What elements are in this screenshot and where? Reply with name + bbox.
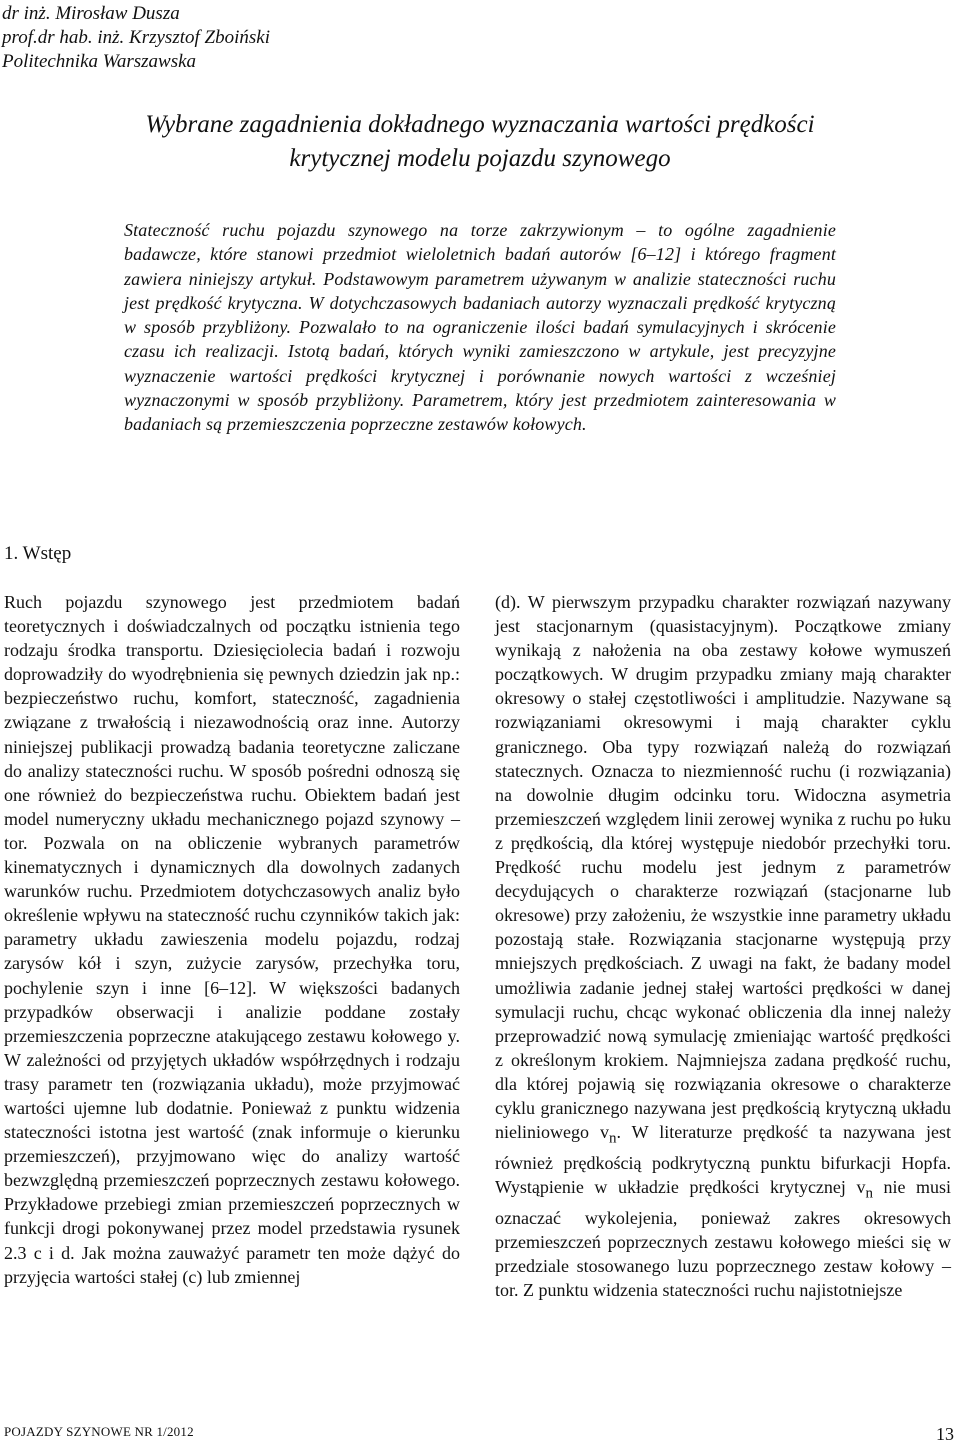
subscript-n-1: n xyxy=(608,1130,617,1147)
page-number: 13 xyxy=(936,1424,954,1444)
left-column-text: Ruch pojazdu szynowego jest przedmiotem badań teoretycznych i doświadczalnych od początku istnienia tego rodzaju środka transportu. Dziesięciolecia badań i rozwoju doprowadziły do wyodrębnienia się pewnych dziedzin jak np.: bezpieczeństwo ruchu, komfort, stateczność, zagadnienia związane z trwałością i niezawodnością oraz inne. Autorzy niniejszej publikacji prowadzą badania teoretyczne zaliczane do analizy stateczności ruchu. W sposób pośredni odnoszą się one również do bezpieczeństwa ruchu. Obiektem badań jest model numeryczny układu mechanicznego pojazd szynowy – tor. Pozwala on na obliczenie wybranych parametrów kinematycznych i dynamicznych dla dowolnych zadanych warunków ruchu. Przedmiotem dotychczasowych analiz było określenie wpływu na stateczność ruchu czynników takich jak: parametry układu zawieszenia modelu pojazdu, rodzaj zarysów kół i szyn, zużycie zarysów, przechyłka toru, pochylenie szyn i inne [6–12]. W większości badanych przypadków obserwacji i analizie poddane zostały przemieszczenia poprzeczne atakującego zestawu kołowego y. W zależności od przyjętych układów współrzędnych i rodzaju trasy parametr ten (rozwiązania układu), może przyjmować wartości ujemne lub dodatnie. Ponieważ z punktu widzenia stateczności istotna jest wartość (znak informuje o kierunku przemieszczeń), przyjmowano więc do analizy wartość bezwzględną przemieszczeń poprzecznych zestawu kołowego. Przykładowe przebiegi zmian przemieszczeń poprzecznych w funkcji drogi pokonywanej przez model przedstawia rysunek 2.3 c i d. Jak można zauważyć parametr ten może dążyć do przyjęcia wartości stałej (c) lub zmiennej xyxy=(4,592,460,1287)
journal-footer: POJAZDY SZYNOWE NR 1/2012 xyxy=(4,1424,194,1439)
right-text-part-3: nie musi oznaczać wykolejenia, ponieważ zakres okresowych przemieszczeń poprzecznych zestawu kołowego mieści się w przedziale stosowanego luzu poprzecznego zestaw kołowy – tor. Z punktu widzenia stateczności ruchu najistotniejsze xyxy=(495,1176,952,1300)
right-column-text xyxy=(495,590,951,1302)
abstract: Stateczność ruchu pojazdu szynowego na torze zakrzywionym – to ogólne zagadnienie badawcze, które stanowi przedmiot wieloletnich badań autorów [6–12] i którego fragment zawiera niniejszy artykuł. Podstawowym parametrem używanym w analizie stateczności ruchu jest prędkość krytyczna. W dotychczasowych badaniach autorzy wyznaczali prędkość krytyczną w sposób przybliżony. Pozwalało to na ograniczenie ilości badań symulacyjnych i skrócenie czasu ich realizacji. Istotą badań, których wyniki zamieszczono w artykule, jest precyzyjne wyznaczenie wartości prędkości krytycznej i porównanie nowych wartości z wcześniej wyznaczonymi w sposób przybliżony. Parametrem, który jest przedmiotem zainteresowania w badaniach są przemieszczenia poprzeczne zestawów kołowych. xyxy=(124,220,836,435)
subscript-n-2: n xyxy=(865,1185,873,1202)
affiliation: Politechnika Warszawska xyxy=(2,51,197,72)
right-text-part-2: . W literaturze prędkość ta nazywana jest również prędkością podkrytyczną punktu bifurkacji Hopfa. Wystąpienie w układzie prędkości krytycznej v xyxy=(495,1122,951,1197)
author-1: dr inż. Mirosław Dusza xyxy=(2,3,180,24)
paper-title: Wybrane zagadnienia dokładnego wyznaczania wartości prędkości krytycznej modelu pojazdu szynowego xyxy=(145,111,815,172)
section-heading: 1. Wstęp xyxy=(4,543,72,564)
right-text-part-1: (d). W pierwszym przypadku charakter rozwiązań nazywany jest stacjonarnym (quasistacyjnym). Początkowe zmiany wynikają z nałożenia na oba zestawy kołowe wymuszeń początkowych. W drugim przypadku zmiany mają charakter okresowy o stałej częstotliwości i amplitudzie. Nazywane są rozwiązaniami okresowymi i mają charakter cyklu granicznego. Oba typy rozwiązań należą do rozwiązań statecznych. Oznacza to niezmienność ruchu (i rozwiązania) na dowolnie długim odcinku toru. Widoczna asymetria przemieszczeń względem linii zerowej wynika z ruchu po łuku z prędkością, dla której występuje niedobór przechyłki toru. Prędkość ruchu modelu jest jednym z parametrów decydujących o charakterze rozwiązań (stacjonarne lub okresowe) przy założeniu, że wszystkie inne parametry układu pozostają stałe. Rozwiązania stacjonarne występują przy mniejszych prędkościach. Z uwagi na fakt, że badany model umożliwia zadanie jednej stałej wartości prędkości w danej symulacji ruchu, chcąc wykonać obliczenia dla innej należy przeprowadzić nową symulację zmieniając wartość prędkości z określonym krokiem. Najmniejsza zadana prędkość ruchu, dla której pojawią się rozwiązania okresowe o charakterze cyklu granicznego nazywana jest prędkością krytyczną układu nieliniowego v xyxy=(495,592,951,1143)
author-block xyxy=(2,2,270,74)
author-2: prof.dr hab. inż. Krzysztof Zboiński xyxy=(2,27,270,48)
